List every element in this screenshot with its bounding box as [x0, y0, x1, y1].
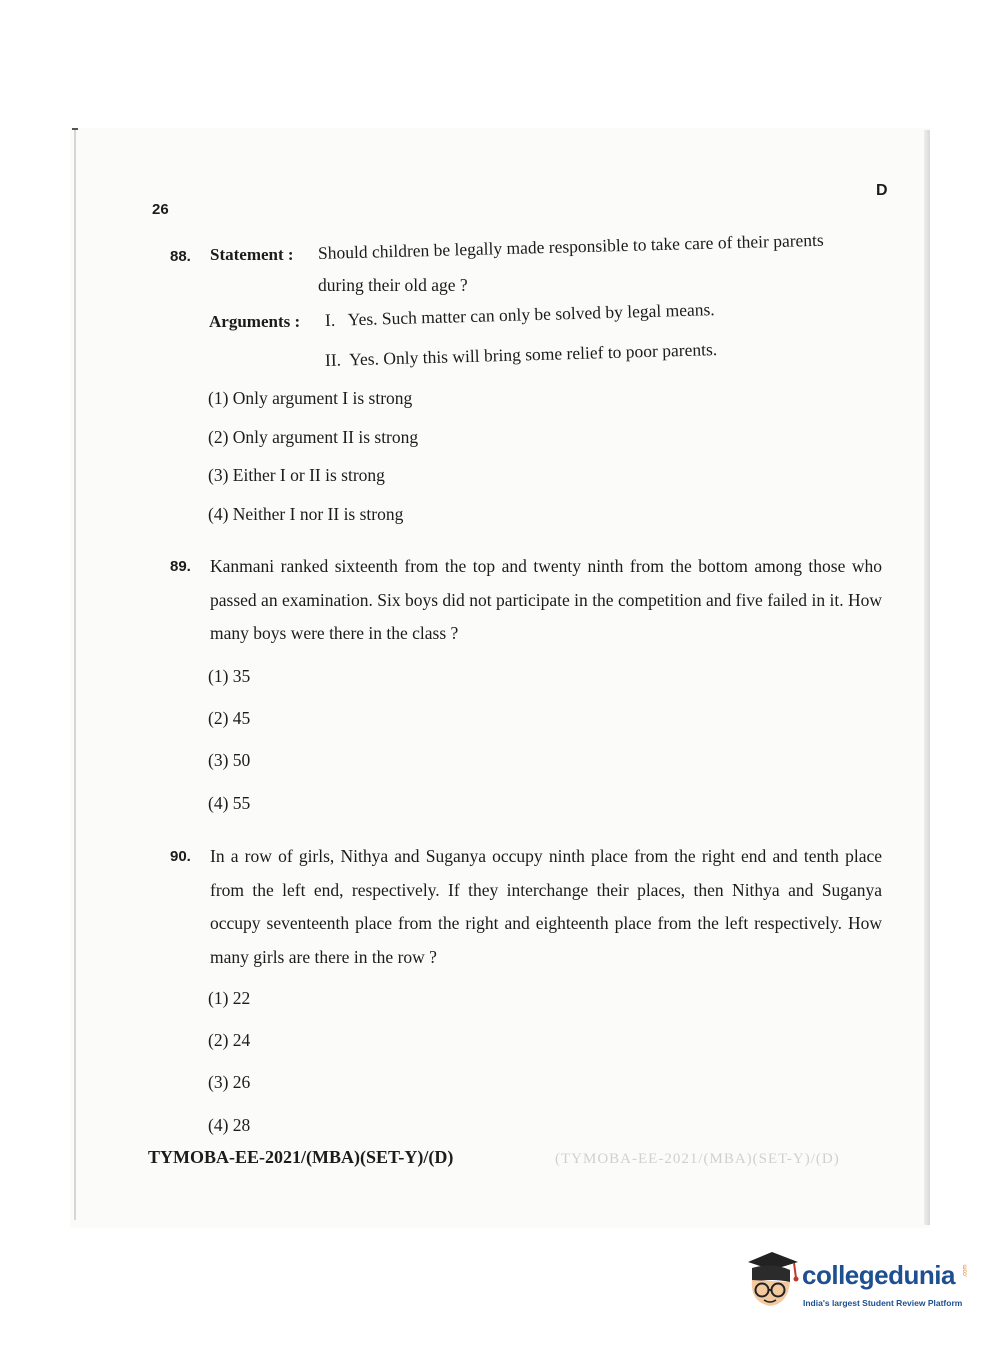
page-number: 26 [152, 201, 169, 218]
q90-option-3: (3) 26 [208, 1072, 251, 1092]
arguments-label: Arguments : [209, 312, 301, 331]
question-89-text: Kanmani ranked sixteenth from the top and twenty ninth from the bottom among those who passed an examination. Six boys did not participate in the competition and five failed in it. How many boys were there in the class ? [210, 556, 882, 643]
q88-option-1: (1) Only argument I is strong [208, 388, 413, 408]
statement-label: Statement : [210, 245, 294, 264]
brand-suffix: .com [962, 1264, 969, 1278]
argument-2: II. Yes. Only this will bring some relief to poor parents. [324, 339, 718, 370]
crop-mark [72, 128, 78, 130]
argument-1: I. Yes. Such matter can only be solved by legal means. [324, 299, 715, 330]
statement-line-1: Should children be legally made responsible to take care of their parents [317, 229, 824, 263]
brand-tagline: India's largest Student Review Platform [803, 1298, 963, 1308]
q88-option-4: (4) Neither I nor II is strong [208, 504, 404, 524]
q89-option-4: (4) 55 [208, 793, 251, 813]
exam-sheet [70, 128, 930, 1228]
q90-option-2: (2) 24 [208, 1030, 251, 1050]
set-code: D [876, 182, 888, 199]
q89-option-3: (3) 50 [208, 750, 251, 770]
q88-option-3: (3) Either I or II is strong [208, 465, 385, 485]
question-88-number: 88. [170, 248, 191, 265]
collegedunia-logo[interactable] [742, 1248, 972, 1318]
q88-option-2: (2) Only argument II is strong [208, 427, 419, 447]
sheet-right-edge [924, 130, 930, 1225]
q89-option-1: (1) 35 [208, 666, 251, 686]
statement-line-2: during their old age ? [318, 275, 468, 295]
brand-name: collegedunia [802, 1260, 955, 1290]
question-89-number: 89. [170, 558, 191, 575]
sheet-left-edge [74, 130, 76, 1220]
question-90-text: In a row of girls, Nithya and Suganya occupy ninth place from the right end and tenth place from the left end, respectively. If they interchange their places, then Nithya and Suganya occupy seventeenth place from the right and eighteenth place from the left respectively. How many girls are there in the row ? [210, 846, 882, 967]
q89-option-2: (2) 45 [208, 708, 251, 728]
question-90-number: 90. [170, 848, 191, 865]
bleed-through-text: (TYMOBA-EE-2021/(MBA)(SET-Y)/(D) [555, 1151, 840, 1167]
mascot-icon [742, 1248, 802, 1314]
q90-option-4: (4) 28 [208, 1115, 251, 1135]
q90-option-1: (1) 22 [208, 988, 251, 1008]
footer-code: TYMOBA-EE-2021/(MBA)(SET-Y)/(D) [148, 1147, 454, 1167]
